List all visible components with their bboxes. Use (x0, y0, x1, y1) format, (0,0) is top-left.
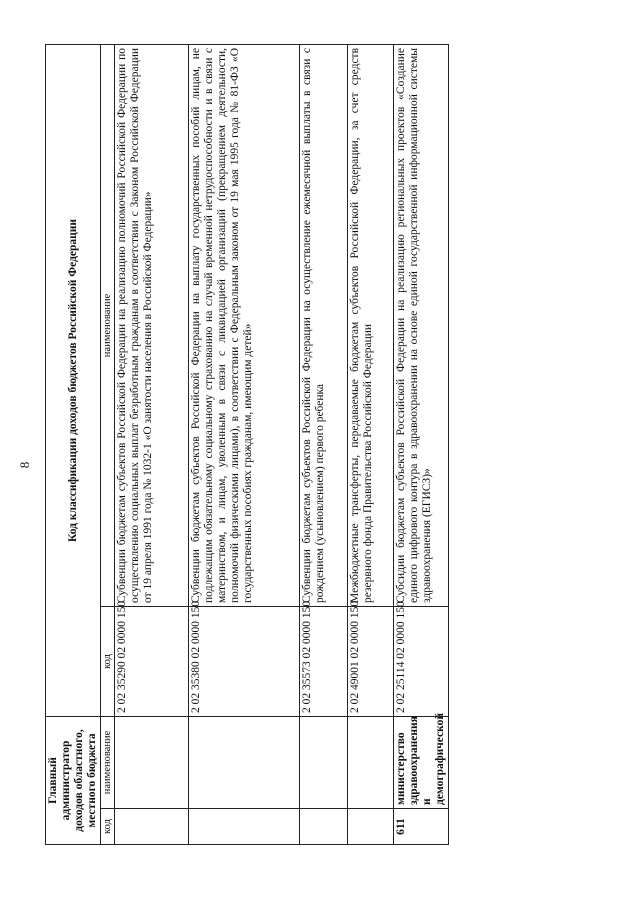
admin-name-subheader: наименование (101, 716, 115, 808)
revenue-classification-table (45, 44, 449, 845)
kbk-code-cell: 2 02 49001 02 0000 150 (348, 606, 394, 716)
kbk-description-cell: Межбюджетные трансферты, передаваемые бюджетам субъектов Российской Федерации, за счет средств резервного фонда Правительства Российской Федерации (348, 44, 394, 606)
admin-code-cell (115, 809, 189, 845)
kbk-description-cell: Субвенции бюджетам субъектов Российской Федерации на выплату государственных пособий лицам, не подлежащим обязательному социальному страхованию на случай временной нетрудоспособности и в связи с материнством, и лицам, уволенным в связи с ликвидацией организаций (прекращением деятельности, полномочий физическими лицами), в соответствии с Федеральным законом от 19 мая 1995 года № 81-ФЗ «О государственных пособиях гражданам, имеющим детей» (189, 44, 300, 606)
kbk-code-cell: 2 02 35573 02 0000 150 (300, 606, 348, 716)
admin-code-cell (300, 809, 348, 845)
kbk-code-subheader: код (101, 606, 115, 716)
kbk-description-cell: Субсидии бюджетам субъектов Российской Федерации на реализацию региональных проектов «Создание единого цифрового контура в здравоохранении на основе единой государственной информационной системы здравоохранения (ЕГИСЗ)» (394, 44, 449, 606)
table-row (189, 44, 300, 844)
kbk-code-cell: 2 02 35380 02 0000 150 (189, 606, 300, 716)
admin-name-cell (189, 716, 300, 808)
kbk-code-cell: 2 02 25114 02 0000 150 (394, 606, 449, 716)
table-row (394, 44, 449, 844)
admin-code-cell (348, 809, 394, 845)
classification-header: Код классификации доходов бюджетов Российской Федерации (46, 44, 101, 716)
kbk-name-subheader: наименование (101, 44, 115, 606)
admin-name-cell (300, 716, 348, 808)
rotated-table-wrapper (45, 45, 446, 845)
kbk-description-cell: Субвенции бюджетам субъектов Российской Федерации на осуществление ежемесячной выплаты в связи с рождением (усыновлением) первого ребенка (300, 44, 348, 606)
table-row (115, 44, 189, 844)
kbk-code-cell: 2 02 35290 02 0000 150 (115, 606, 189, 716)
table-row (348, 44, 394, 844)
admin-name-cell: министерство здравоохранения и демографической (394, 716, 449, 808)
admin-code-subheader: код (101, 809, 115, 845)
admin-code-cell: 611 (394, 809, 449, 845)
page-number: 8 (17, 461, 32, 469)
admin-name-cell (348, 716, 394, 808)
admin-header: Главный администратор доходов областного, местного бюджета (46, 716, 101, 844)
admin-name-cell (115, 716, 189, 808)
table-row (300, 44, 348, 844)
kbk-description-cell: Субвенции бюджетам субъектов Российской Федерации на реализацию полномочий Российской Федерации по осуществлению социальных выплат безработным гражданам в соответствии с Законом Российской Федерации от 19 апреля 1991 года № 1032-1 «О занятости населения в Российской Федерации» (115, 44, 189, 606)
admin-code-cell (189, 809, 300, 845)
